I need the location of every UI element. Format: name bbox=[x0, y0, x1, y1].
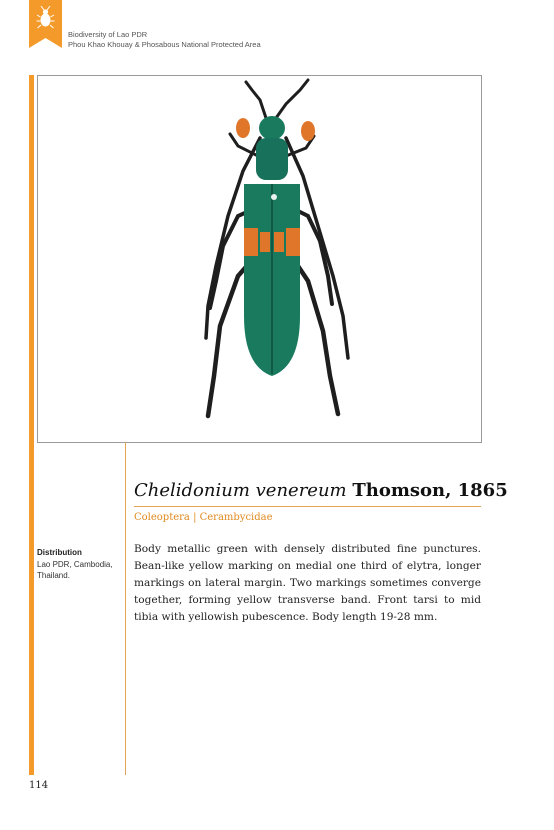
page-number: 114 bbox=[29, 780, 49, 791]
beetle-specimen-image bbox=[38, 76, 481, 442]
accent-bar bbox=[29, 75, 34, 775]
species-title bbox=[134, 480, 508, 501]
species-description: Body metallic green with densely distributed fine punctures. Bean-like yellow marking on medial one third of elytra, longer markings on lateral margin. Two markings sometimes converge together, forming yellow transverse band. Front tarsi to mid tibia with yellowish pubescence. Body length 19-28 mm. bbox=[134, 543, 481, 623]
header-subtitle: Phou Khao Khouay & Phosabous National Protected Area bbox=[68, 40, 261, 49]
header-badge bbox=[29, 0, 62, 48]
column-divider bbox=[125, 442, 126, 775]
beetle-icon bbox=[29, 0, 62, 48]
header-title: Biodiversity of Lao PDR bbox=[68, 30, 148, 39]
species-authority: Thomson, 1865 bbox=[352, 480, 508, 501]
scientific-name: Chelidonium venereum bbox=[134, 480, 347, 501]
distribution-heading: Distribution bbox=[37, 548, 82, 557]
title-rule bbox=[134, 506, 481, 507]
specimen-photo bbox=[37, 75, 482, 443]
running-header bbox=[68, 30, 261, 50]
distribution-text: Lao PDR, Cambodia, Thailand. bbox=[37, 560, 113, 580]
taxonomy-line: Coleoptera | Cerambycidae bbox=[134, 512, 273, 523]
